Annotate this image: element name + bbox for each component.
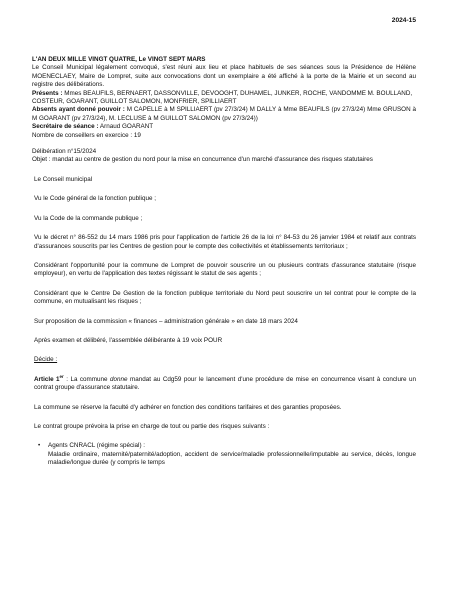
- article-1-rest: mandat au Cdg59 pour le lancement d'une procédure de mise en concurrence visant à conclure un contrat groupe d'assurance statutaire.: [34, 375, 416, 392]
- bullet-title: • Agents CNRACL (régime spécial) :: [48, 442, 146, 450]
- article-1-sup: er: [59, 373, 64, 379]
- vu-code-commande: Vu la Code de la commande publique ;: [34, 214, 143, 222]
- contrat-groupe-paragraph: Le contrat groupe prévoira la prise en charge de tout ou partie des risques suivants :: [34, 422, 270, 430]
- considerant-cdg: Considérant que le Centre De Gestion de la fonction publique territoriale du Nord peut souscrire un tel contrat pour le compte de la commune, en mutualisant les risques ;: [34, 289, 416, 306]
- decide-label: Décide :: [34, 356, 58, 364]
- objet-paragraph: Objet : mandat au centre de gestion du nord pour la mise en concurrence d'un marché d'assurance des risques statutaires: [32, 156, 373, 164]
- conseil-label: Le Conseil municipal: [34, 175, 93, 183]
- absents-list: M CAPELLE à M SPILLIAERT (pv 27/3/24) M DALLY à Mme BEAUFILS (pv 27/3/24) Mme GRUSON à M GOARANT (pv 27/3/24), M. LECLUSE à M GUILLOT SALOMON (pv 27/3/24)): [32, 106, 417, 122]
- article-1-verb: donne: [110, 375, 128, 383]
- vu-code-general: Vu le Code général de la fonction publique ;: [34, 195, 156, 203]
- vu-decret: Vu le décret n° 86-552 du 14 mars 1986 pris pour l'application de l'article 26 de la loi n° 84-53 du 26 janvier 1984 et relatif aux contrats d'assurances souscrits par les Centres de gestion pour le compte des collectivités et établissements territoriaux ;: [34, 234, 416, 250]
- deliberation-number: Délibération n°15/2024: [32, 148, 97, 156]
- article-1-sep: : La commune: [63, 375, 110, 383]
- bullet-text: Maladie ordinaire, maternité/paternité/adoption, accident de service/maladie professionnelle/imputable au service, décès, longue maladie/longue durée (y compris le temps: [48, 450, 416, 467]
- article-1-paragraph: [32, 373, 416, 393]
- absents-paragraph: [32, 106, 416, 123]
- secretaire-name: Arnaud GOARANT: [99, 123, 154, 131]
- article-1-label: Article 1: [34, 375, 60, 383]
- presents-list: Mmes BEAUFILS, BERNAERT, DASSONVILLE, DEVOOGHT, DUHAMEL, JUNKER, ROCHE, VANDOMME M. BOULLAND, COSTEUR, GOARANT, GUILLOT SALOMON, MONFRIER, SPILLIAERT: [32, 89, 413, 106]
- convocation-paragraph: Le Conseil Municipal légalement convoqué, s'est réuni aux lieu et place habituels de ses séances sous la Présidence de Hélène MOENECLAEY, Maire de Lompret, suite aux convocations dont un exemplaire a été affiché à la porte de la Mairie et un second au registre des délibérations.: [32, 64, 416, 89]
- reference-number: 2024-15: [391, 17, 416, 24]
- conseillers-count: Nombre de conseillers en exercice : 19: [32, 131, 141, 139]
- proposition-paragraph: Sur proposition de la commission « finances – administration générale » en date 18 mars 2024: [34, 317, 298, 325]
- considerant-opportunite: Considérant l'opportunité pour la commune de Lompret de pouvoir souscrire un ou plusieurs contrats d'assurance statutaire (risque employeur), en vertu de l'application des textes régissant le statut de ses agents ;: [34, 261, 416, 278]
- secretaire-paragraph: [32, 123, 416, 131]
- secretaire-label: Secrétaire de séance :: [32, 123, 99, 131]
- date-heading: L'AN DEUX MILLE VINGT QUATRE, Le VINGT SEPT MARS: [32, 56, 206, 63]
- document-body: [32, 56, 416, 468]
- vote-paragraph: Après examen et délibéré, l'assemblée délibérante à 19 voix POUR: [34, 336, 223, 344]
- list-item: [32, 442, 416, 467]
- reserve-paragraph: La commune se réserve la faculté d'y adhérer en fonction des conditions tarifaires et des garanties proposées.: [34, 403, 342, 411]
- presents-label: Présents :: [32, 89, 63, 97]
- presents-paragraph: [32, 90, 416, 107]
- risques-list: [32, 442, 416, 467]
- absents-label: Absents ayant donné pouvoir :: [32, 106, 125, 114]
